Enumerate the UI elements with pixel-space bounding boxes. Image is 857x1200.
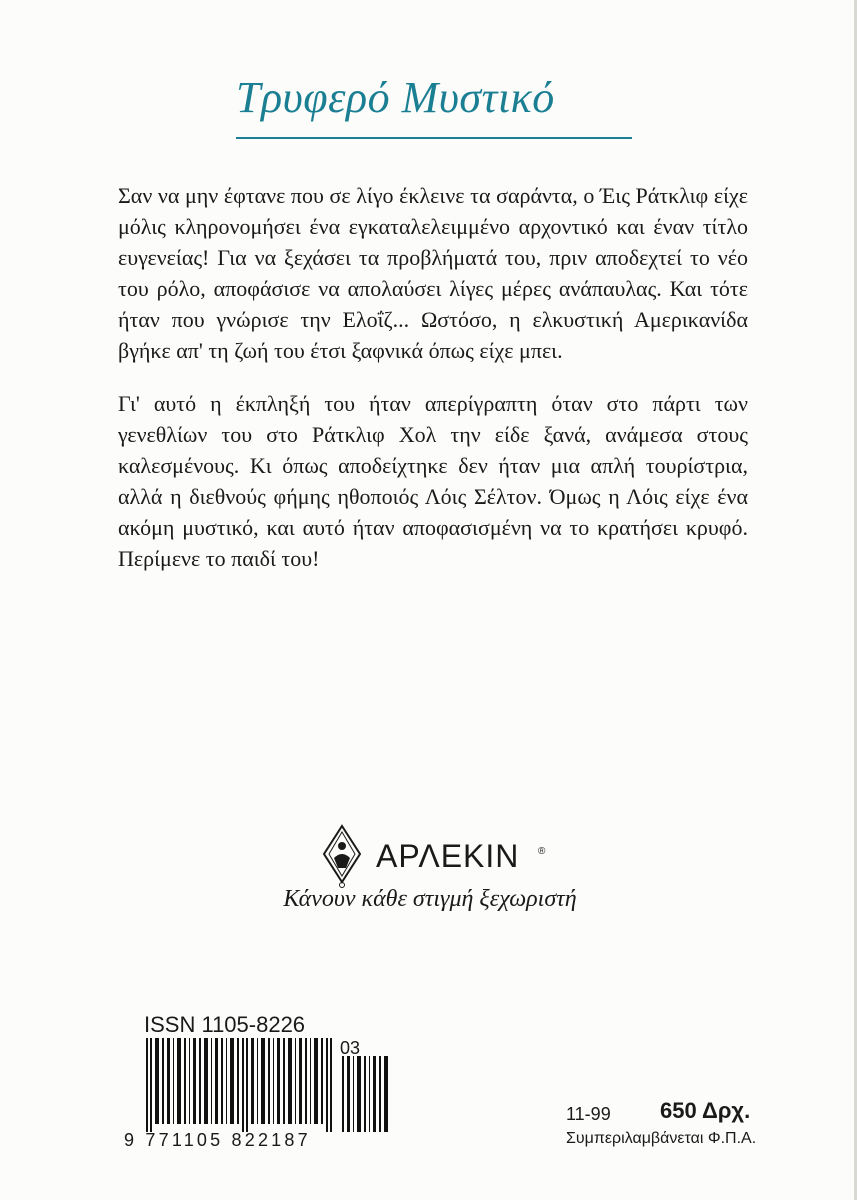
registered-mark: ® bbox=[538, 846, 546, 857]
price: 650 Δρχ. bbox=[660, 1098, 751, 1123]
barcode-digits: 9 771105 822187 bbox=[124, 1130, 311, 1150]
blurb-text bbox=[118, 180, 748, 596]
barcode-addon: 03 bbox=[340, 1038, 361, 1058]
publisher-name: ΑΡΛΕΚΙΝ bbox=[376, 838, 520, 874]
publisher-slogan: Κάνουν κάθε στιγμή ξεχωριστή bbox=[283, 886, 577, 912]
harlequin-diamond-icon bbox=[322, 824, 362, 888]
title-underline bbox=[236, 137, 632, 139]
issue-number: 11-99 bbox=[566, 1104, 611, 1124]
blurb-paragraph-2: Γι' αυτό η έκπληξή του ήταν απερίγραπτη όταν στο πάρτι των γενεθλίων του στο Ράτκλιφ Χολ την είδε ξανά, ανάμεσα στους καλεσμένους. Κι όπως αποδείχτηκε δεν ήταν μια απλή τουρίστρια, αλλά η διεθνούς φήμης ηθοποιός Λόις Σέλτον. Όμως η Λόις είχε ένα ακόμη μυστικό, και αυτό ήταν αποφασισμένη να το κρατήσει κρυφό. Περίμενε το παιδί του! bbox=[118, 391, 748, 571]
vat-note: Συμπεριλαμβάνεται Φ.Π.Α. bbox=[566, 1130, 757, 1147]
book-title: Τρυφερό Μυστικό bbox=[236, 73, 555, 122]
blurb-paragraph-1: Σαν να μην έφτανε που σε λίγο έκλεινε τα σαράντα, ο Έις Ράτκλιφ είχε μόλις κληρονομήσει ένα εγκαταλελειμμένο αρχοντικό και έναν τίτλο ευγενείας! Για να ξεχάσει τα προβλήματά του, πριν αποδεχτεί το νέο του ρόλο, αποφάσισε να απολαύσει λίγες μέρες ανάπαυλας. Και τότε ήταν που γνώρισε την Ελοΐζ... Ωστόσο, η ελκυστική Αμερικανίδα βγήκε απ' τη ζωή του έτσι ξαφνικά όπως είχε μπει. bbox=[118, 183, 748, 363]
issn-label: ISSN 1105-8226 bbox=[144, 1012, 306, 1037]
publisher-block bbox=[270, 824, 610, 944]
barcode bbox=[140, 1038, 400, 1132]
